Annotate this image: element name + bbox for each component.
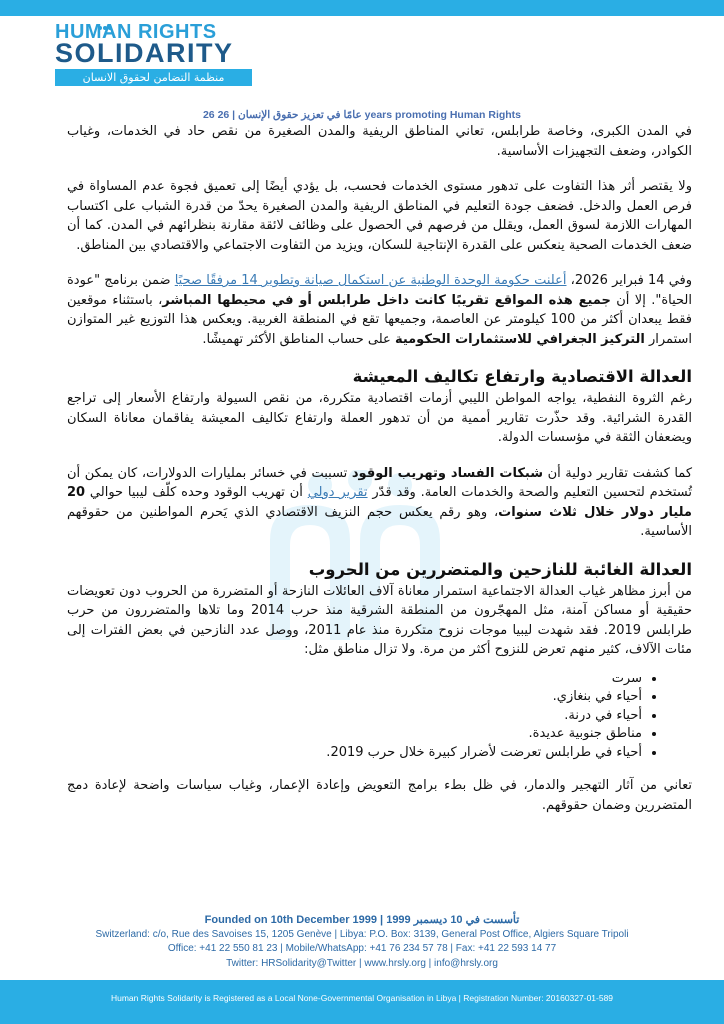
bold-text: 20 مليار دولار خلال ثلاث سنوات <box>67 485 692 520</box>
text-run: ، وهو رقم يعكس حجم النزيف الاقتصادي الذي يَحرم المواطنين من حقوقهم الأساسية. <box>67 504 692 539</box>
list-item: • أحياء في درنة. <box>67 707 642 726</box>
paragraph-3 <box>67 271 692 349</box>
text-run: على حساب المناطق الأكثر تهميشًا. <box>202 331 395 347</box>
section-heading-displaced-justice: العدالة الغائبة للنازحين والمتضررين من الحروب <box>308 559 692 579</box>
registration-notice: Human Rights Solidarity is Registered as a Local None-Governmental Organisation in Libya | Registration Number: 20160327-01-589 <box>110 993 614 1003</box>
document-body <box>67 122 692 831</box>
bold-text: جميع هذه المواقع تقريبًا كانت داخل طرابلس أو في محيطها المباشر <box>162 292 611 308</box>
footer-address: Switzerland: c/o, Rue des Savoises 15, 1205 Genève | Libya: P.O. Box: 3139, General Post Office, Algiers Square Tripoli <box>95 928 629 940</box>
footer-color-bar <box>0 980 724 1024</box>
footer-founded: Founded on 10th December 1999 | 1999 تأسست في 10 ديسمبر <box>204 914 520 926</box>
logo-arabic-banner: منظمة التضامن لحقوق الانسان <box>55 69 252 86</box>
logo-line-2: SOLIDARITY <box>55 38 234 68</box>
footer-phones: Office: +41 22 550 81 23 | Mobile/WhatsApp: +41 76 234 57 78 | Fax: +41 22 593 14 77 <box>167 943 557 954</box>
paragraph-4: رغم الثروة النفطية، يواجه المواطن الليبي أزمات اقتصادية متكررة، من نقص السيولة وارتفاع الأسعار إلى تراجع القدرة الشرائية. وقد حذّرت تقارير أممية من أن تدهور العملة وارتفاع تكاليف المعيشة يفاقمان معاناة السكان ويضعفان الثقة في مؤسسات الدولة. <box>67 391 692 445</box>
text-run: أن تهريب الوقود وحده كلّف ليبيا حوالي <box>85 485 308 500</box>
list-item: • مناطق جنوبية عديدة. <box>67 725 642 744</box>
list-item: • أحياء في بنغازي. <box>67 688 642 707</box>
list-item: • سرت <box>67 670 642 689</box>
bold-text: التركيز الجغرافي للاستثمارات الحكومية <box>394 331 645 347</box>
text-run: وفي 14 فبراير 2026، <box>566 273 693 288</box>
header-tagline: 26 عامًا في تعزيز حقوق الإنسان | 26 years promoting Human Rights <box>202 109 522 121</box>
bold-text: شبكات الفساد وتهريب الوقود <box>351 465 543 481</box>
logo-line-1: HUMAN RIGHTS <box>55 21 217 43</box>
paragraph-1: في المدن الكبرى، وخاصة طرابلس، تعاني المناطق الريفية والمدن الصغيرة من نقص حاد في الخدمات، وغياب الكوادر، وضعف التجهيزات الأساسية. <box>67 124 692 159</box>
text-run: ضمن برنامج "عودة الحياة". إلا أن <box>67 273 692 308</box>
paragraph-7: تعاني من آثار التهجير والدمار، في ظل بطء برامج التعويض وإعادة الإعمار، وغياب سياسات واضحة لإعادة دمج المتضررين وضمان حقوقهم. <box>67 778 692 813</box>
health-facilities-link[interactable]: أعلنت حكومة الوحدة الوطنية عن استكمال صيانة وتطوير 14 مرفقًا صحيًا <box>174 273 567 288</box>
text-run: تسببت في خسائر بمليارات الدولارات، كان يمكن أن تُستخدم لتحسين التعليم والصحة والخدمات العامة. وقد قدّر <box>67 465 693 500</box>
header-color-bar <box>0 0 724 16</box>
affected-areas-list <box>67 670 692 763</box>
organization-logo <box>55 22 255 88</box>
paragraph-5 <box>67 464 692 542</box>
international-report-link[interactable]: تقرير دولي <box>307 485 368 500</box>
paragraph-6: من أبرز مظاهر غياب العدالة الاجتماعية استمرار معاناة آلاف العائلات النازحة أو المتضررة من الحروب دون تعويضات حقيقية أو مساكن آمنة، مثل المهجّرون من المنطقة الشرقية منذ حرب 2014 وما تلاها والمتضررون من حرب طرابلس 2019. فقد شهدت ليبيا موجات نزوح متكررة منذ عام 2011، ووصل عدد النازحين في بعض الفترات إلى مئات الآلاف، كثير منهم تعرض للنزوح أكثر من مرة. ولا تزال مناطق مثل: <box>67 583 693 657</box>
footer-contact <box>0 913 724 971</box>
list-item: • أحياء في طرابلس تعرضت لأضرار كبيرة خلال حرب 2019. <box>67 744 642 763</box>
text-run: ، باستثناء موقعين فقط يبعدان أكثر من 100 كيلومتر عن العاصمة، وجميعها تقع في المنطقة الغربية. ويعكس هذا التوزيع غير المتوازن استمرار <box>67 292 692 347</box>
section-heading-economic-justice: العدالة الاقتصادية وارتفاع تكاليف المعيشة <box>352 367 692 386</box>
paragraph-2: ولا يقتصر أثر هذا التفاوت على تدهور مستوى الخدمات فحسب، بل يؤدي أيضًا إلى تعميق فجوة عدم المساواة في فرص العمل والدخل. فضعف جودة التعليم في المناطق الريفية والمدن الصغيرة يحدّ من قدرة الشباب على اكتساب المهارات اللازمة لسوق العمل، ويقلل من فرصهم في الحصول على وظائف لائقة مقارنة بنظرائهم في المدن. كما أن ضعف الخدمات الصحية ينعكس على القدرة الإنتاجية للسكان، ويزيد من التفاوت الاجتماعي والاقتصادي بين المناطق. <box>67 179 692 253</box>
footer-web: Twitter: HRSolidarity@Twitter | www.hrsly.org | info@hrsly.org <box>226 957 498 969</box>
text-run: كما كشفت تقارير دولية أن <box>542 465 693 481</box>
